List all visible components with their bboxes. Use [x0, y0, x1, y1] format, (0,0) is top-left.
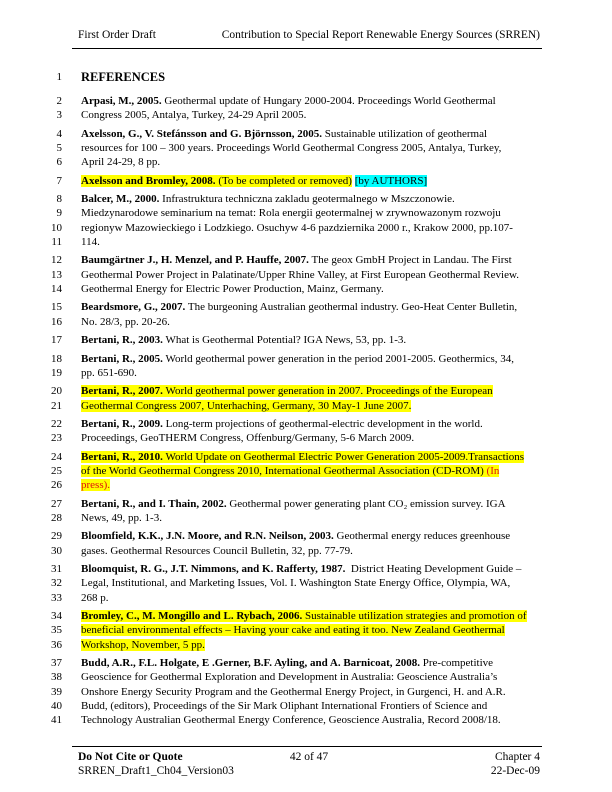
line-number: 28: [51, 511, 62, 524]
line-number: 30: [51, 544, 62, 557]
line-text: [81, 497, 506, 511]
reference-line: [32, 333, 582, 347]
highlighted-text: Bertani, R., 2010.: [81, 450, 163, 463]
text-segment: Geothermal energy reduces greenhouse: [333, 530, 511, 543]
reference-line: [32, 235, 582, 249]
line-number: 41: [51, 714, 62, 727]
line-text: [81, 366, 137, 380]
text-segment: Budd, (editors), Proceedings of the Sir Mark Oliphant International Frontiers of Science and: [81, 700, 488, 713]
highlighted-text: of the World Geothermal Congress 2010, International Geothermal Association (CD-ROM): [81, 464, 487, 477]
line-number: 7: [56, 174, 62, 187]
line-number: 22: [51, 417, 62, 430]
line-text: [81, 282, 384, 296]
text-segment: regionyw Mazowieckiego i Lodzkiego. Osuchyw 4-6 pazdziernika 2000 r., Krakow 2000, pp.107-: [81, 221, 513, 234]
line-number: 34: [51, 610, 62, 622]
line-number: 1: [56, 71, 62, 83]
reference-line: [32, 174, 582, 188]
text-segment: Onshore Energy Security Program and the Geothermal Energy Project, in Gurgenci, H. and A.R.: [81, 685, 506, 698]
line-number: 27: [51, 497, 62, 510]
reference-line: [32, 562, 582, 576]
line-text: [81, 108, 306, 122]
reference-line: [32, 464, 582, 478]
section-heading-line: [32, 70, 582, 85]
line-text: [81, 384, 493, 398]
line-text: [81, 174, 427, 188]
text-segment: Technology Australian Geothermal Energy Conference, Geoscience Australia, Record 2008/18.: [81, 714, 501, 727]
line-number: 8: [56, 193, 62, 206]
text-segment: Beardsmore, G., 2007.: [81, 301, 186, 314]
reference-line: [32, 300, 582, 314]
line-number: 10: [51, 221, 62, 234]
line-number: 11: [51, 236, 62, 249]
line-text: [81, 253, 512, 267]
highlighted-text: Workshop, November, 5 pp.: [81, 638, 205, 651]
text-segment: Geothermal update of Hungary 2000-2004. Proceedings World Geothermal: [161, 95, 496, 107]
text-segment: Bertani, R., 2003.: [81, 334, 163, 347]
text-segment: Bertani, R., 2005.: [81, 352, 163, 365]
header-rule: [72, 48, 542, 49]
header-draft-status: First Order Draft: [78, 29, 156, 41]
line-text: [81, 591, 109, 605]
reference-line: [32, 282, 582, 296]
text-segment: Axelsson, G., V. Stefánsson and G. Björnsson, 2005.: [81, 127, 323, 140]
line-text: [81, 576, 510, 590]
text-segment: Long-term projections of geothermal-electric development in the world.: [162, 417, 483, 430]
line-text: [81, 141, 501, 155]
highlighted-text: Geothermal Congress 2007, Unterhaching, Germany, 30 May-1 June 2007.: [81, 399, 412, 412]
line-text: [81, 268, 519, 282]
reference-line: [32, 417, 582, 431]
highlighted-text: Bromley, C., M. Mongillo and L. Rybach, 2006.: [81, 610, 303, 622]
line-number: 40: [51, 700, 62, 713]
text-segment: No. 28/3, pp. 20-26.: [81, 315, 170, 328]
line-number: 14: [51, 283, 62, 296]
line-number: 17: [51, 334, 62, 347]
line-text: [81, 94, 496, 108]
line-number: 18: [51, 352, 62, 365]
line-text: [81, 638, 205, 652]
line-number: 20: [51, 385, 62, 398]
line-text: [81, 656, 493, 670]
line-text: [81, 206, 501, 220]
line-text: [81, 685, 506, 699]
text-segment: Baumgärtner J., H. Menzel, and P. Hauffe, 2007.: [81, 254, 309, 267]
reference-line: [32, 497, 582, 511]
line-text: [81, 623, 505, 637]
footer-rule: [72, 746, 542, 747]
reference-line: [32, 94, 582, 108]
text-segment: Geoscience for Geothermal Exploration and Development in Australia: Geoscience Australia’s: [81, 671, 498, 684]
line-text: [81, 609, 527, 623]
line-text: [81, 221, 513, 235]
text-segment: REFERENCES: [81, 70, 166, 84]
line-number: 36: [51, 638, 62, 651]
footer-chapter: Chapter 4: [494, 751, 540, 763]
reference-line: [32, 450, 582, 464]
references-list: [32, 64, 582, 728]
text-segment: The burgeoning Australian geothermal industry. Geo-Heat Center Bulletin,: [185, 301, 518, 314]
text-segment: Bloomfield, K.K., J.N. Moore, and R.N. Neilson, 2003.: [81, 530, 334, 543]
text-segment: Balcer, M., 2000.: [81, 193, 160, 206]
reference-line: [32, 155, 582, 169]
line-number: 19: [51, 366, 62, 379]
text-segment: Legal, Institutional, and Marketing Issues, Vol. I. Washington State Energy Office, Olympia, WA,: [81, 577, 511, 590]
line-number: 3: [56, 109, 62, 122]
reference-line: [32, 685, 582, 699]
line-number: 39: [51, 685, 62, 698]
line-number: 23: [51, 432, 62, 445]
text-segment: Infrastruktura techniczna zakladu geotermalnego w Mszczonowie.: [159, 193, 455, 206]
line-text: [81, 431, 414, 445]
line-number: 21: [51, 399, 62, 412]
line-number: 15: [51, 301, 62, 314]
reference-line: [32, 192, 582, 206]
line-text: [81, 670, 497, 684]
reference-line: [32, 544, 582, 558]
reference-line: [32, 253, 582, 267]
text-segment: Miedzynarodowe seminarium na temat: Rola energii geotermalnej w zrywnowazonym rozwoju: [81, 207, 501, 220]
line-text: [81, 70, 165, 85]
page-footer-row1: [78, 751, 540, 763]
line-number: 37: [51, 657, 62, 670]
text-segment: Budd, A.R., F.L. Holgate, E .Gerner, B.F. Ayling, and A. Barnicoat, 2008.: [81, 657, 421, 670]
highlighted-text: Bertani, R., 2007.: [81, 385, 163, 398]
line-number: 12: [51, 254, 62, 267]
line-number: 6: [56, 156, 62, 169]
highlighted-text: Sustainable utilization strategies and promotion of: [302, 610, 527, 622]
line-number: 32: [51, 577, 62, 590]
reference-line: [32, 529, 582, 543]
line-number: 35: [51, 624, 62, 637]
line-text: [81, 315, 170, 329]
text-segment: 114.: [81, 236, 100, 249]
highlighted-text: [by AUTHORS]: [354, 174, 428, 187]
text-segment: Bertani, R., 2009.: [81, 417, 163, 430]
text-segment: Pre-competitive: [420, 657, 494, 670]
reference-line: [32, 108, 582, 122]
text-segment: Geothermal Power Project in Palatinate/Upper Rhine Valley, at First European Geothermal Review.: [81, 268, 519, 281]
reference-line: [32, 656, 582, 670]
reference-line: [32, 478, 582, 492]
line-number: 24: [51, 450, 62, 463]
reference-line: [32, 268, 582, 282]
text-segment: Bloomquist, R. G., J.T. Nimmons, and K. Rafferty, 1987.: [81, 562, 346, 575]
line-text: [81, 450, 524, 464]
line-number: 26: [51, 479, 62, 492]
reference-line: [32, 699, 582, 713]
line-text: [81, 352, 514, 366]
page-footer-row2: [78, 765, 540, 777]
footer-page-number: 42 of 47: [289, 751, 329, 763]
line-text: [81, 699, 487, 713]
text-segment: District Heating Development Guide –: [345, 562, 522, 575]
highlighted-text: World geothermal power generation in 2007. Proceedings of the European: [162, 385, 493, 398]
line-number: 29: [51, 530, 62, 543]
footer-cite-notice: Do Not Cite or Quote: [78, 751, 183, 763]
text-segment: Geothermal Energy for Electric Power Production, Mainz, Germany.: [81, 283, 384, 296]
line-text: [81, 399, 411, 413]
header-report-title: Contribution to Special Report Renewable Energy Sources (SRREN): [221, 29, 540, 41]
line-number: 16: [51, 315, 62, 328]
line-text: [81, 333, 406, 347]
line-text: [81, 478, 110, 492]
line-number: 13: [51, 268, 62, 281]
line-text: [81, 155, 160, 169]
text-segment: Sustainable utilization of geothermal: [322, 127, 488, 140]
line-number: 33: [51, 591, 62, 604]
text-segment: World geothermal power generation in the period 2001-2005. Geothermics, 34,: [162, 352, 515, 365]
line-text: [81, 511, 162, 525]
highlighted-text: (In: [486, 464, 500, 477]
highlighted-text: beneficial environmental effects – Having your cake and eating it too. New Zealand Geothermal: [81, 624, 505, 637]
line-text: [81, 235, 100, 249]
reference-line: [32, 206, 582, 220]
reference-line: [32, 141, 582, 155]
line-number: 38: [51, 671, 62, 684]
reference-line: [32, 352, 582, 366]
reference-line: [32, 670, 582, 684]
highlighted-text: (To be completed or removed): [215, 174, 352, 187]
reference-line: [32, 221, 582, 235]
reference-line: [32, 384, 582, 398]
text-segment: pp. 651-690.: [81, 366, 137, 379]
reference-line: [32, 511, 582, 525]
line-text: [81, 464, 499, 478]
text-segment: Proceedings, GeoTHERM Congress, Offenburg/Germany, 5-6 March 2009.: [81, 432, 415, 445]
reference-line: [32, 431, 582, 445]
reference-line: [32, 315, 582, 329]
line-number: 31: [51, 562, 62, 575]
text-segment: 268 p.: [81, 591, 109, 604]
line-number: 5: [56, 142, 62, 155]
text-segment: What is Geothermal Potential? IGA News, 53, pp. 1-3.: [162, 334, 407, 347]
text-segment: News, 49, pp. 1-3.: [81, 511, 162, 524]
text-segment: resources for 100 – 300 years. Proceedings World Geothermal Congress 2005, Antalya, Turkey,: [81, 142, 502, 155]
reference-line: [32, 399, 582, 413]
highlighted-text: World Update on Geothermal Electric Power Generation 2005-2009.Transactions: [162, 450, 524, 463]
line-number: 2: [56, 95, 62, 107]
line-number: 4: [56, 127, 62, 140]
reference-line: [32, 366, 582, 380]
footer-document-id: SRREN_Draft1_Ch04_Version03: [78, 765, 234, 777]
reference-line: [32, 591, 582, 605]
line-number: 9: [56, 207, 62, 220]
reference-line: [32, 713, 582, 727]
text-segment: Congress 2005, Antalya, Turkey, 24-29 April 2005.: [81, 109, 307, 122]
line-text: [81, 713, 501, 727]
reference-line: [32, 638, 582, 652]
reference-line: [32, 623, 582, 637]
line-text: [81, 529, 510, 543]
reference-line: [32, 609, 582, 623]
text-segment: Geothermal power generating plant CO₂ emission survey. IGA: [226, 497, 506, 510]
text-segment: The geox GmbH Project in Landau. The First: [308, 254, 512, 267]
line-number: 25: [51, 464, 62, 477]
reference-line: [32, 127, 582, 141]
line-text: [81, 544, 353, 558]
text-segment: gases. Geothermal Resources Council Bulletin, 32, pp. 77-79.: [81, 544, 353, 557]
page-header: [78, 29, 540, 41]
line-text: [81, 300, 517, 314]
highlighted-text: Axelsson and Bromley, 2008.: [81, 174, 216, 187]
line-text: [81, 562, 521, 576]
highlighted-text: press).: [81, 479, 111, 492]
line-text: [81, 127, 487, 141]
text-segment: Bertani, R., and I. Thain, 2002.: [81, 497, 227, 510]
line-text: [81, 192, 455, 206]
line-text: [81, 417, 483, 431]
footer-date: 22-Dec-09: [490, 765, 540, 777]
text-segment: Arpasi, M., 2005.: [81, 95, 162, 107]
reference-line: [32, 576, 582, 590]
text-segment: April 24-29, 8 pp.: [81, 156, 161, 169]
